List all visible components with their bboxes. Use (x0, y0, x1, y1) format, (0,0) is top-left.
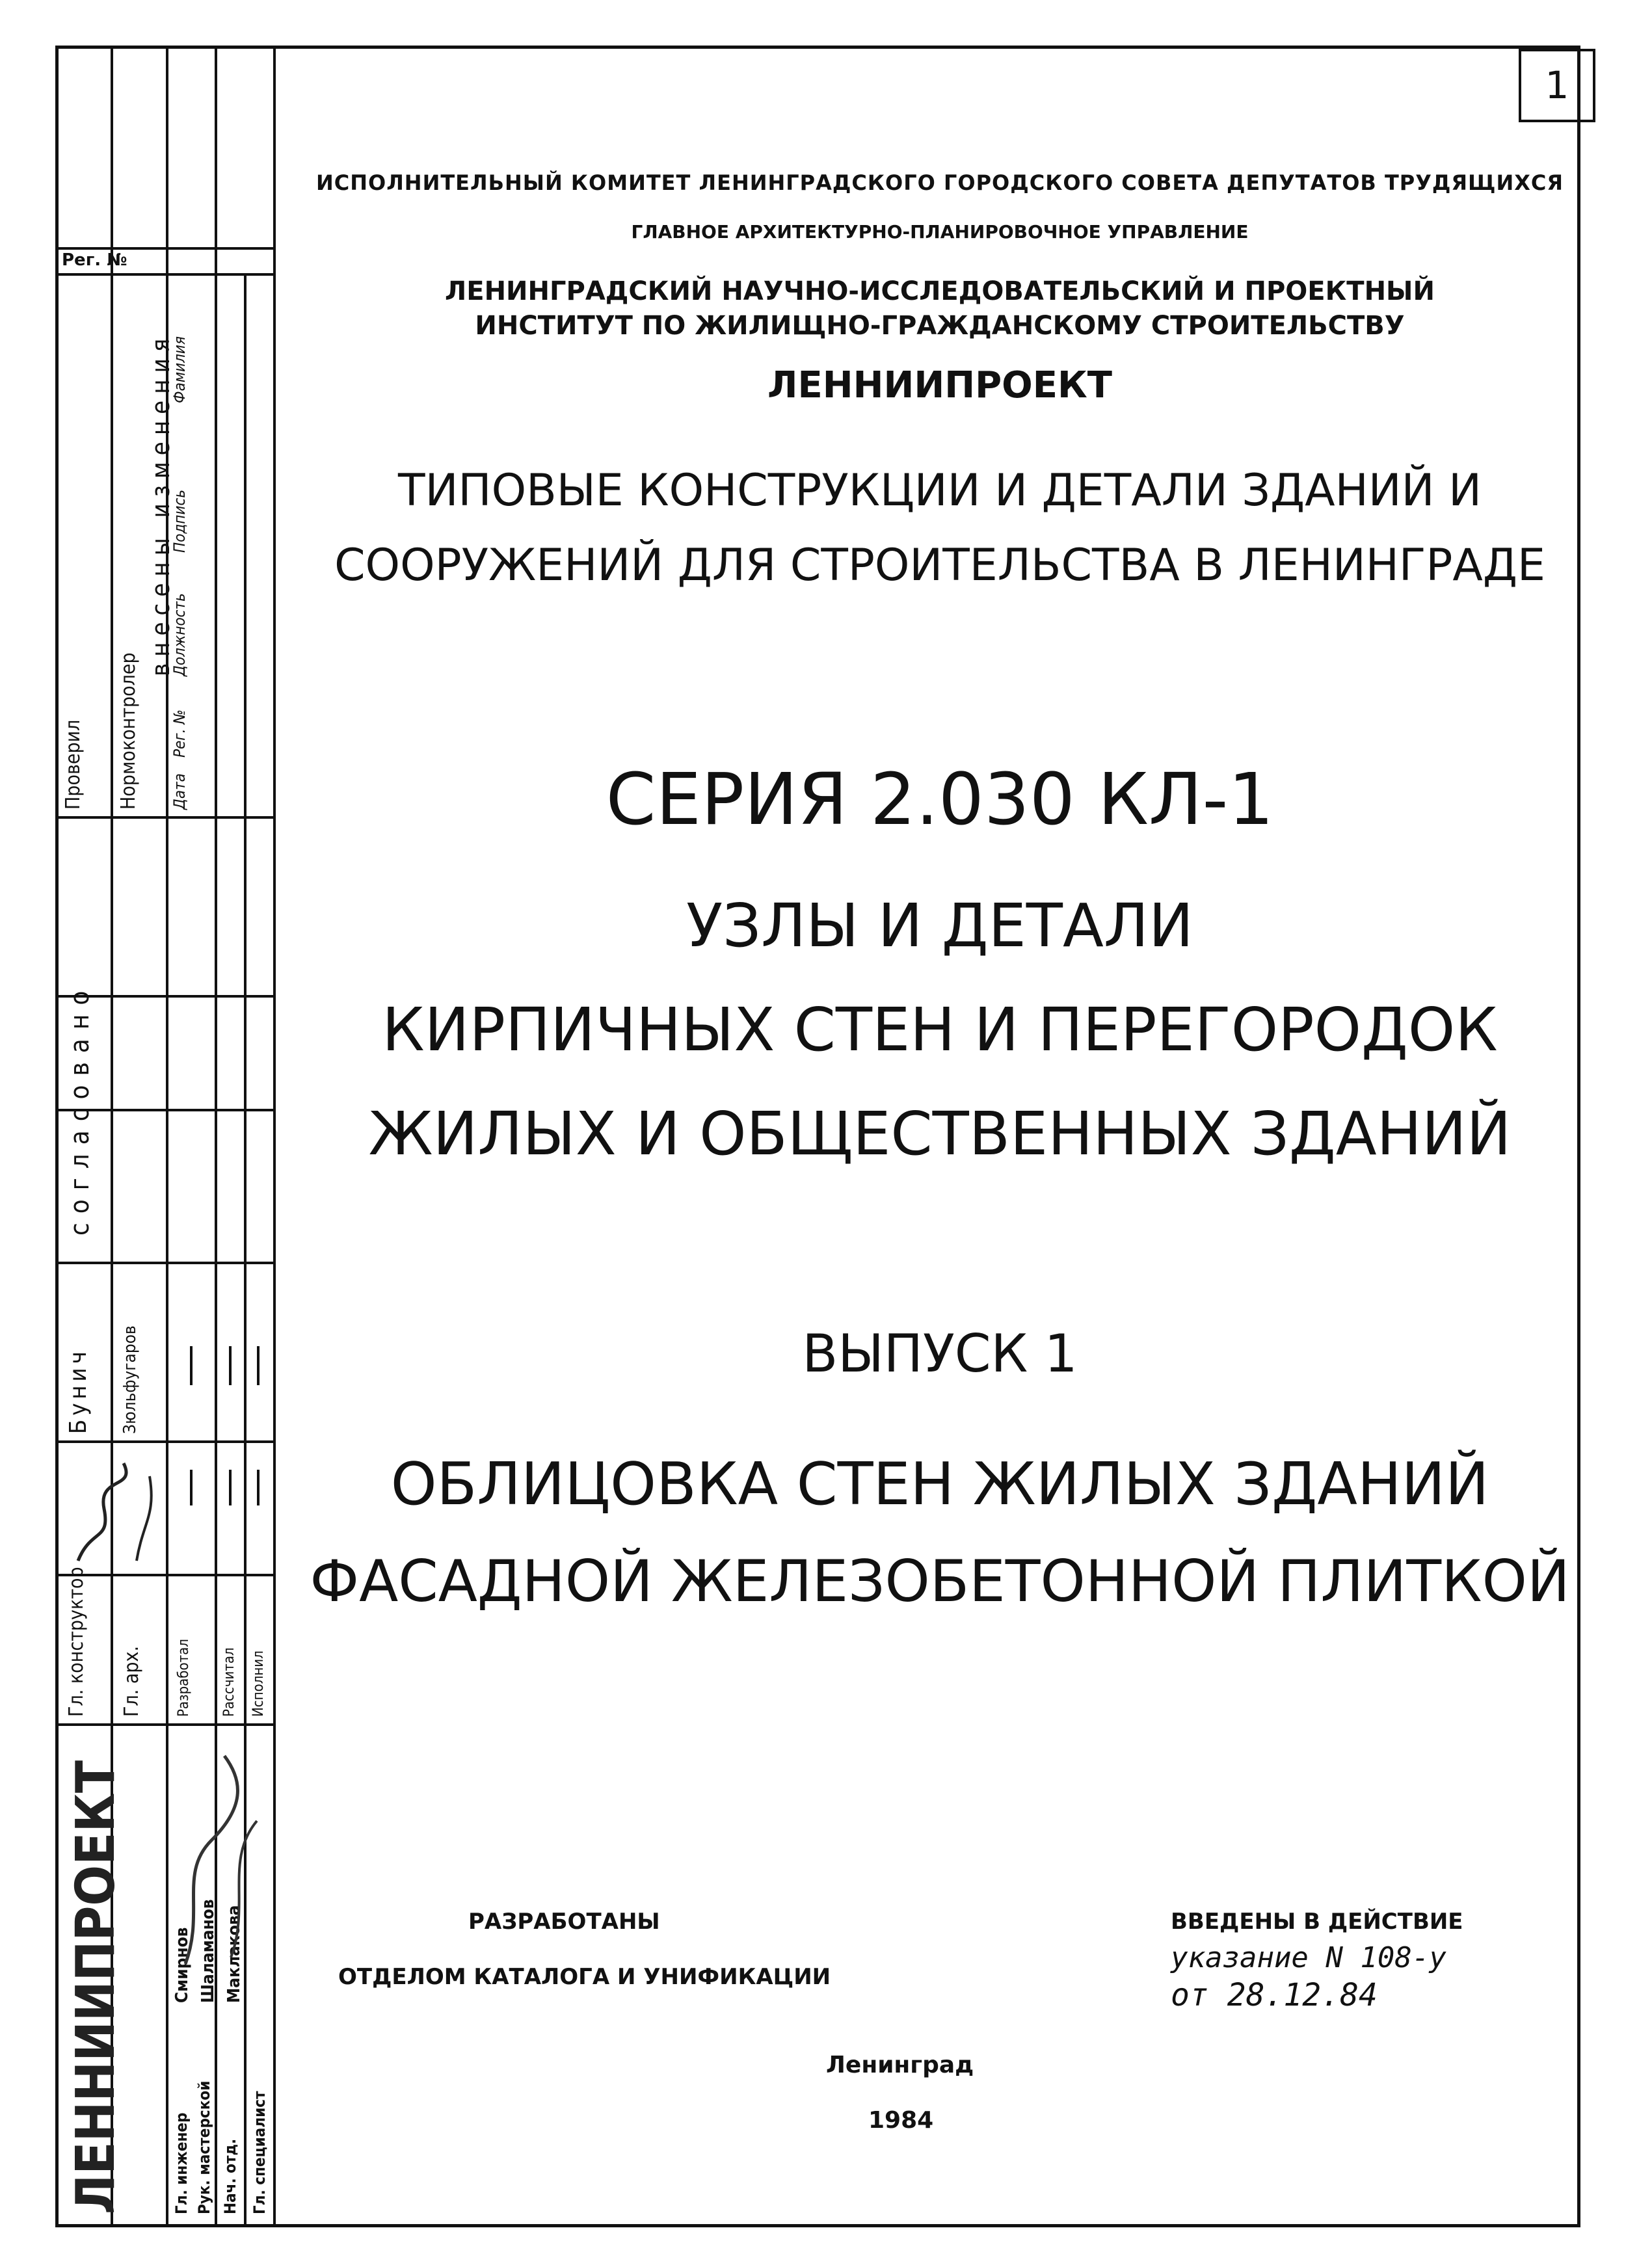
stamp-divider (55, 273, 273, 276)
title-line3: ЖИЛЫХ И ОБЩЕСТВЕННЫХ ЗДАНИЙ (368, 1099, 1512, 1169)
header-department: ГЛАВНОЕ АРХИТЕКТУРНО-ПЛАНИРОВОЧНОЕ УПРАВЛЕНИЕ (631, 221, 1249, 243)
enacted-line2: указание N 108-у (1171, 1941, 1446, 1974)
stamp-person1: Смирнов (172, 1927, 192, 2003)
stamp-surname-zyulfugarov: Зюльфугаров (120, 1325, 140, 1434)
stamp-dept2: Рук. мастерской (195, 2080, 213, 2214)
stamp-divider (55, 816, 273, 819)
stamp-tick (190, 1470, 193, 1505)
title-line1: УЗЛЫ И ДЕТАЛИ (686, 891, 1193, 961)
stamp-checked: Проверил (62, 719, 85, 810)
stamp-calculated: Рассчитал (221, 1647, 237, 1717)
stamp-changes-title: внесены изменения (146, 332, 175, 676)
developed-line1: РАЗРАБОТАНЫ (468, 1909, 660, 1935)
stamp-person3: Маклакова (224, 1905, 244, 2003)
stamp-reg-no: Рег. № (62, 250, 127, 270)
series-title: СЕРИЯ 2.030 КЛ-1 (606, 758, 1274, 841)
stamp-col-reg: Рег. № (170, 709, 189, 758)
header-institute-short: ЛЕННИИПРОЕКТ (767, 364, 1112, 406)
stamp-dept1: Гл. инженер (172, 2112, 191, 2214)
enacted-line1: ВВЕДЕНЫ В ДЕЙСТВИЕ (1171, 1909, 1463, 1935)
subtitle-line2: ФАСАДНОЙ ЖЕЛЕЗОБЕТОННОЙ ПЛИТКОЙ (310, 1548, 1570, 1615)
stamp-person2: Шаламанов (198, 1899, 218, 2003)
issue-title: ВЫПУСК 1 (802, 1323, 1078, 1384)
page-number: 1 (1519, 49, 1595, 122)
stamp-col-signature: Подпись (170, 489, 189, 553)
stamp-divider (55, 1574, 273, 1576)
title-line2: КИРПИЧНЫХ СТЕН И ПЕРЕГОРОДОК (382, 995, 1498, 1065)
stamp-surname-bunich: Бунич (65, 1347, 92, 1434)
stamp-checked2: Исполнил (250, 1651, 267, 1717)
stamp-developed: Разработал (176, 1639, 192, 1717)
stamp-org: ЛЕННИИПРОЕКТ (65, 1760, 127, 2214)
stamp-col-position: Должность (170, 593, 189, 676)
signature-mark (166, 1743, 270, 1977)
stamp-tick (229, 1470, 232, 1505)
stamp-chief-architect: Гл. арх. (120, 1645, 143, 1717)
stamp-tick (257, 1470, 260, 1505)
stamp-divider (55, 247, 273, 250)
stamp-col-date: Дата (170, 773, 189, 810)
stamp-tick (190, 1346, 193, 1385)
stamp-tick (229, 1346, 232, 1385)
stamp-norm-control: Нормоконтролер (117, 652, 140, 810)
city: Ленинград (826, 2052, 974, 2078)
stamp-dept3: Нач. отд. (221, 2138, 239, 2214)
stamp-tick (257, 1346, 260, 1385)
stamp-agreed: согласовано (65, 981, 95, 1236)
developed-line2: ОТДЕЛОМ КАТАЛОГА И УНИФИКАЦИИ (338, 1964, 831, 1990)
collection-line1: ТИПОВЫЕ КОНСТРУКЦИИ И ДЕТАЛИ ЗДАНИЙ И (398, 465, 1482, 516)
collection-line2: СООРУЖЕНИЙ ДЛЯ СТРОИТЕЛЬСТВА В ЛЕНИНГРАДЕ (334, 540, 1545, 591)
stamp-chief-constructor: Гл. конструктор (65, 1567, 88, 1717)
stamp-divider (55, 1440, 273, 1443)
signature-mark (65, 1450, 163, 1567)
year: 1984 (868, 2107, 934, 2134)
stamp-divider (55, 1723, 273, 1726)
header-institute-line1: ЛЕНИНГРАДСКИЙ НАУЧНО-ИССЛЕДОВАТЕЛЬСКИЙ И ПРОЕКТНЫЙ (445, 276, 1435, 306)
enacted-line3: от 28.12.84 (1171, 1977, 1378, 2013)
stamp-divider (55, 1262, 273, 1264)
subtitle-line1: ОБЛИЦОВКА СТЕН ЖИЛЫХ ЗДАНИЙ (390, 1450, 1489, 1518)
header-institute-line2: ИНСТИТУТ ПО ЖИЛИЩНО-ГРАЖДАНСКОМУ СТРОИТЕЛЬСТВУ (475, 311, 1405, 341)
stamp-dept4: Гл. специалист (250, 2091, 269, 2214)
header-committee: ИСПОЛНИТЕЛЬНЫЙ КОМИТЕТ ЛЕНИНГРАДСКОГО ГОРОДСКОГО СОВЕТА ДЕПУТАТОВ ТРУДЯЩИХСЯ (315, 170, 1564, 195)
stamp-col-surname: Фамилия (170, 336, 189, 403)
